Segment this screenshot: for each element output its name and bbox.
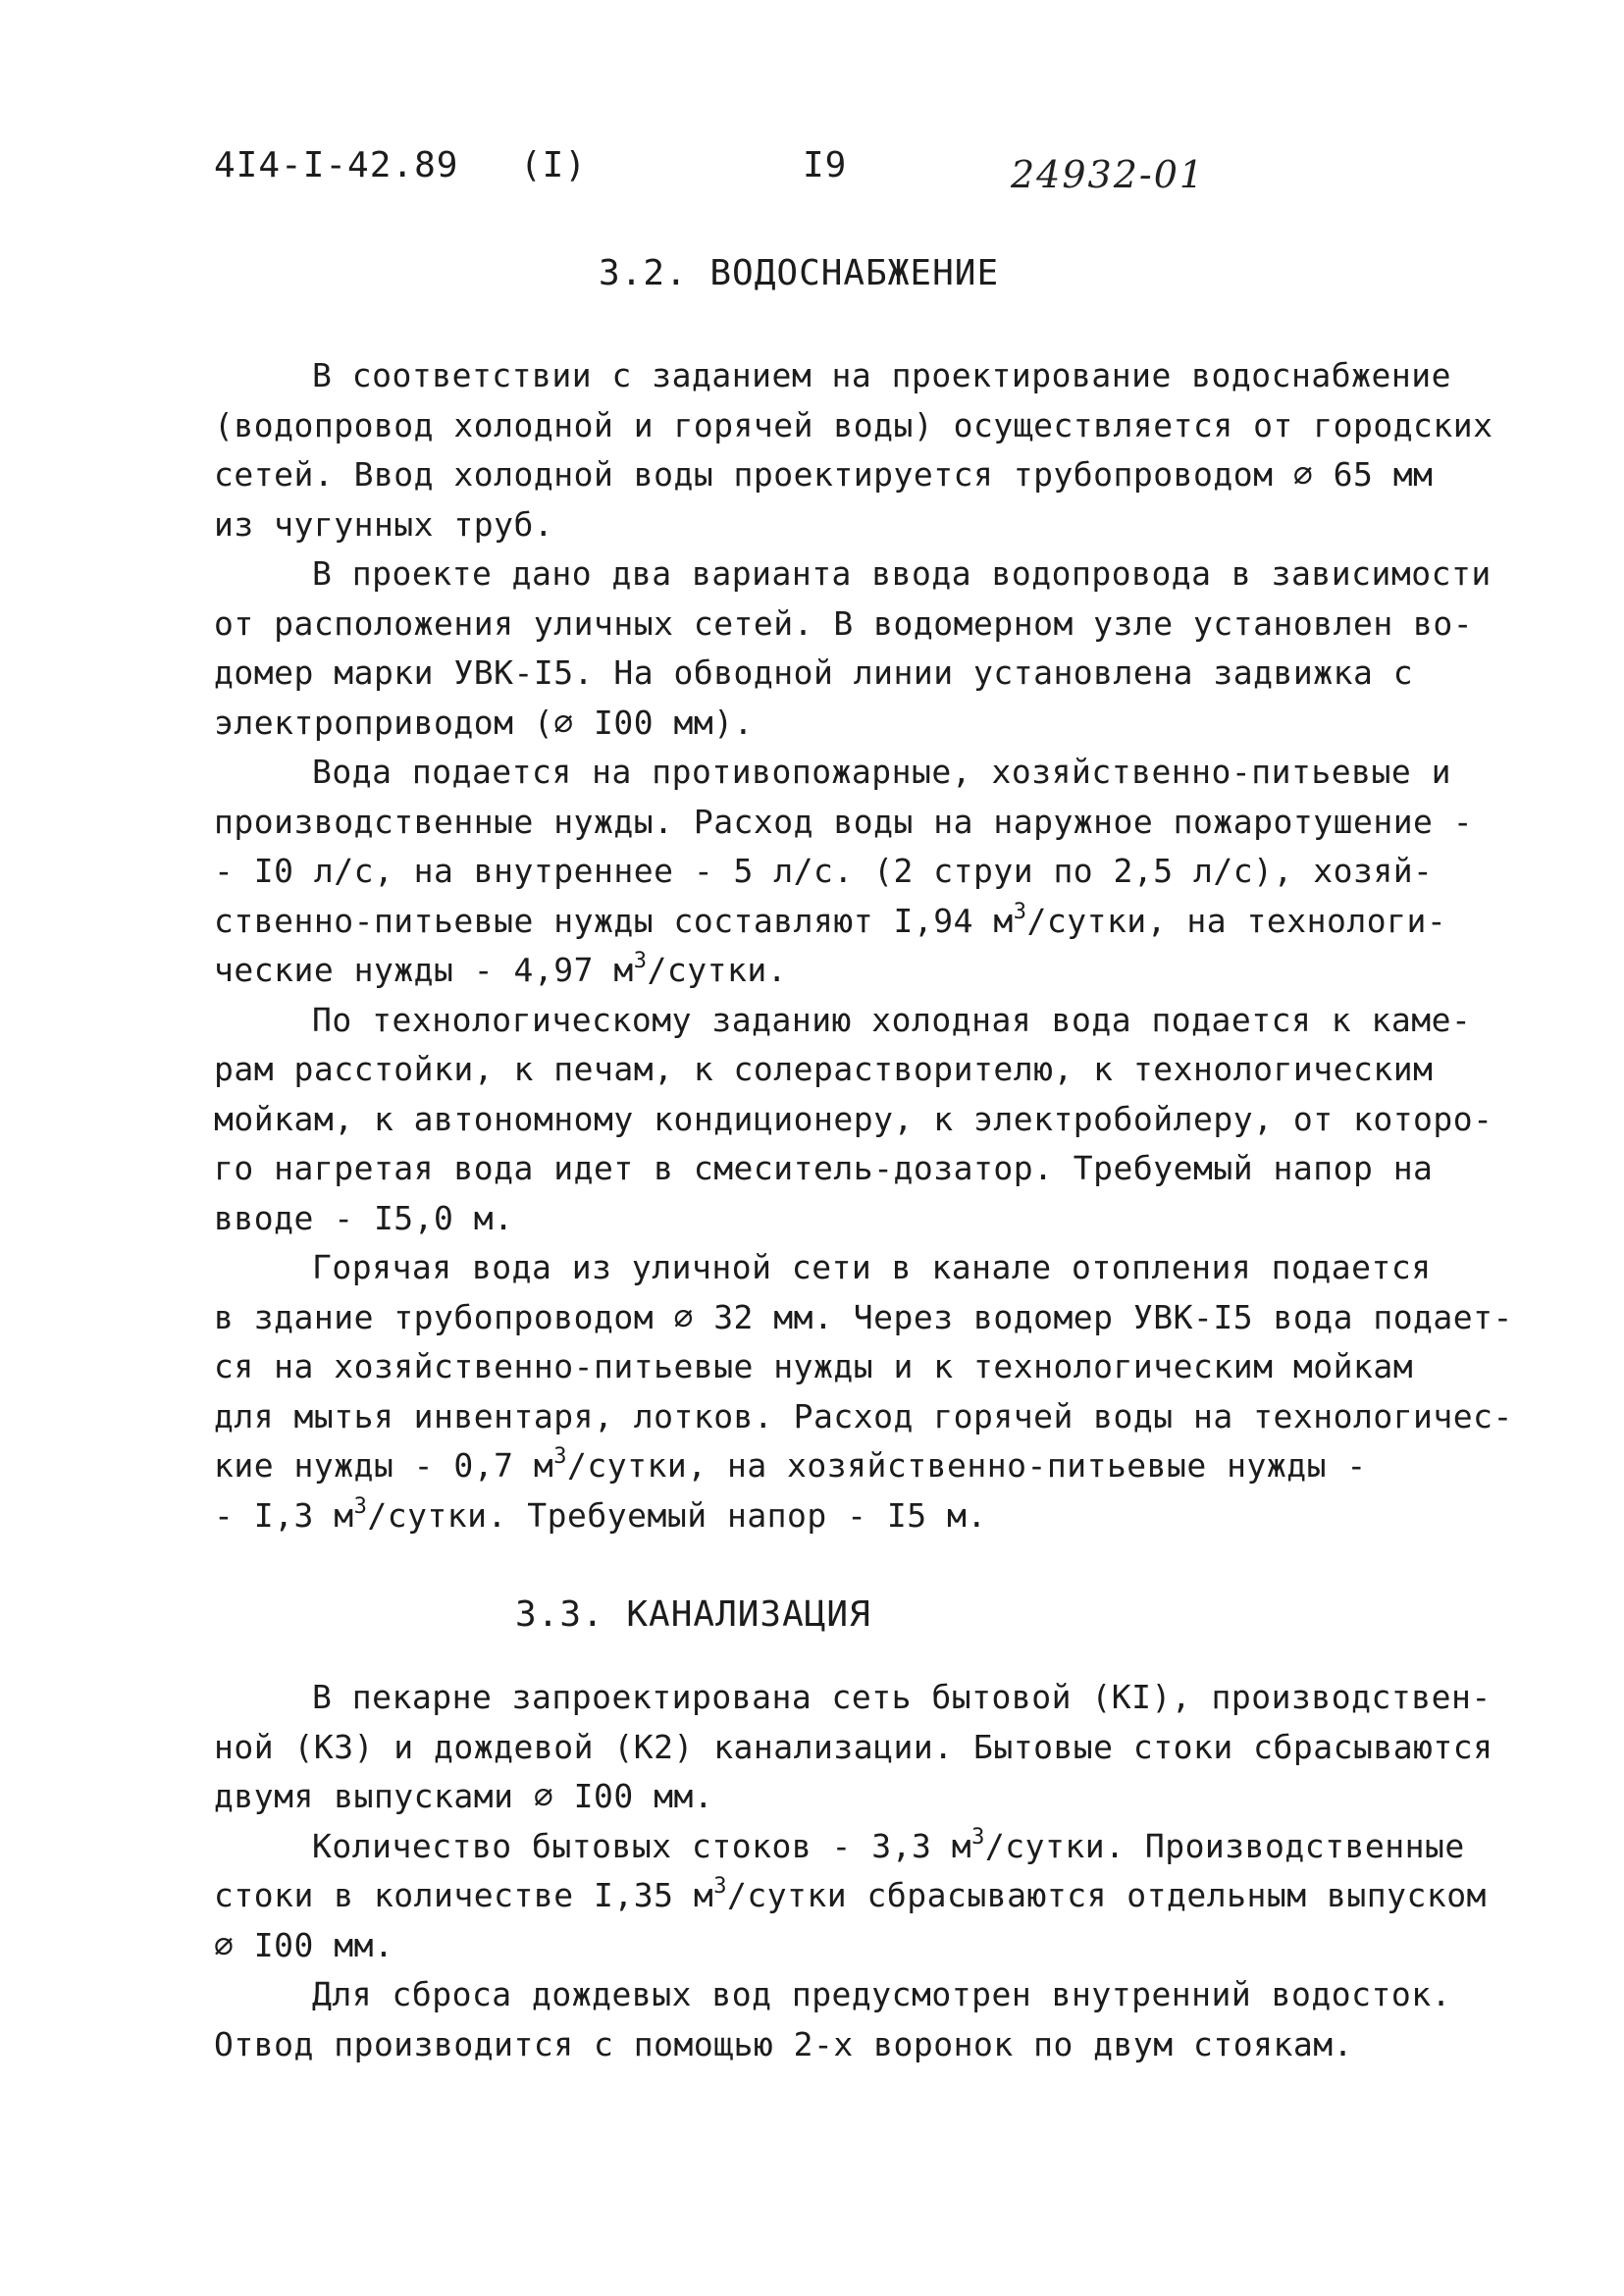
text-line (214, 1045, 1509, 1095)
line-text-continued: /сутки сбрасываются отдельным выпуском (726, 1876, 1487, 1914)
line-text: Для сброса дождевых вод предусмотрен внутренний водосток. (312, 1975, 1451, 2013)
text-line (214, 649, 1509, 699)
line-text: рам расстойки, к печам, к солерастворителю, к технологическим (214, 1050, 1434, 1088)
line-text: стоки в количестве I,35 м (214, 1876, 714, 1914)
line-text: ∅ I00 мм. (214, 1925, 394, 1964)
document-part: (I) (520, 145, 588, 185)
text-line (214, 351, 1509, 401)
text-line (214, 1871, 1509, 1921)
line-text: двумя выпусками ∅ I00 мм. (214, 1777, 714, 1815)
line-text: электроприводом (∅ I00 мм). (214, 703, 754, 742)
text-line (214, 450, 1509, 500)
line-text: мойкам, к автономному кондиционеру, к электробойлеру, от которо- (214, 1099, 1493, 1138)
page-header (0, 145, 1624, 204)
text-line (214, 1723, 1509, 1773)
superscript-exponent: 3 (1013, 899, 1027, 924)
line-text: домер марки УВК-I5. На обводной линии установлена задвижка с (214, 653, 1414, 692)
section-body-water-supply (214, 351, 1513, 1540)
line-text: В проекте дано два варианта ввода водопровода в зависимости (312, 554, 1492, 593)
line-text-continued: /сутки, на технологи- (1026, 901, 1447, 940)
superscript-exponent: 3 (713, 1874, 727, 1899)
line-text: вводе - I5,0 м. (214, 1198, 514, 1237)
line-text-continued: /сутки. (647, 951, 788, 989)
section-title-water-supply: 3.2. ВОДОСНАБЖЕНИЕ (599, 253, 1000, 293)
superscript-exponent: 3 (553, 1444, 568, 1469)
line-text: В пекарне запроектирована сеть бытовой (КI), производствен- (312, 1678, 1492, 1716)
page-number: I9 (803, 145, 848, 185)
line-text: го нагретая вода идет в смеситель-дозатор. Требуемый напор на (214, 1149, 1434, 1187)
text-line (214, 847, 1509, 897)
text-line (214, 600, 1509, 650)
text-line (214, 401, 1509, 451)
text-line (214, 996, 1509, 1046)
text-line (214, 1392, 1513, 1442)
line-text-continued: /сутки. Требуемый напор - I5 м. (367, 1495, 987, 1535)
text-line (214, 1342, 1509, 1392)
text-line (214, 1243, 1509, 1293)
text-line (214, 946, 1509, 996)
text-line (214, 1970, 1509, 2020)
document-code: 4I4-I-42.89 (214, 145, 459, 185)
line-text: В соответствии с заданием на проектирование водоснабжение (312, 356, 1451, 394)
superscript-exponent: 3 (971, 1824, 985, 1850)
section-body-sewerage (214, 1673, 1509, 2069)
line-text: Вода подается на противопожарные, хозяйственно-питьевые и (312, 753, 1451, 791)
line-text: (водопровод холодной и горячей воды) осуществляется от городских (214, 405, 1493, 444)
text-line (214, 1194, 1509, 1244)
inventory-number: 24932-01 (1011, 153, 1206, 196)
line-text: ческие нужды - 4,97 м (214, 951, 634, 989)
text-line (214, 1095, 1509, 1145)
text-line (214, 1822, 1509, 1872)
line-text: ся на хозяйственно-питьевые нужды и к технологическим мойкам (214, 1347, 1414, 1385)
text-line (214, 748, 1509, 798)
line-text: Горячая вода из уличной сети в канале отопления подается (312, 1248, 1432, 1286)
text-line (214, 1441, 1509, 1491)
section-title-sewerage: 3.3. КАНАЛИЗАЦИЯ (515, 1594, 871, 1635)
text-line (214, 1772, 1509, 1822)
text-line (214, 1293, 1513, 1343)
line-text: Отвод производится с помощью 2-х воронок по двум стоякам. (214, 2024, 1353, 2063)
line-text: в здание трубопроводом ∅ 32 мм. Через водомер УВК-I5 вода подает- (214, 1297, 1513, 1336)
text-line (214, 798, 1509, 848)
line-text: из чугунных труб. (214, 504, 554, 544)
line-text: ной (К3) и дождевой (К2) канализации. Бытовые стоки сбрасываются (214, 1727, 1493, 1766)
line-text: - I0 л/с, на внутреннее - 5 л/с. (2 струи по 2,5 л/с), хозяй- (214, 852, 1434, 890)
text-line (214, 699, 1509, 749)
line-text: для мытья инвентаря, лотков. Расход горячей воды на технологичес- (214, 1396, 1513, 1435)
superscript-exponent: 3 (633, 949, 648, 973)
text-line (214, 1144, 1509, 1194)
line-text: производственные нужды. Расход воды на наружное пожаротушение - (214, 802, 1474, 841)
line-text: ственно-питьевые нужды составляют I,94 м (214, 901, 1014, 940)
text-line (214, 549, 1509, 600)
line-text-continued: /сутки. Производственные (984, 1826, 1465, 1865)
line-text: сетей. Ввод холодной воды проектируется трубопроводом ∅ 65 мм (214, 455, 1434, 494)
line-text: - I,3 м (214, 1495, 354, 1535)
text-line (214, 2020, 1509, 2070)
text-line (214, 1921, 1509, 1971)
superscript-exponent: 3 (353, 1493, 368, 1519)
text-line (214, 897, 1509, 947)
line-text: По технологическому заданию холодная вода подается к каме- (312, 1000, 1472, 1039)
line-text: Количество бытовых стоков - 3,3 м (312, 1826, 972, 1865)
line-text-continued: /сутки, на хозяйственно-питьевые нужды - (567, 1446, 1367, 1485)
line-text: кие нужды - 0,7 м (214, 1446, 554, 1485)
text-line (214, 1491, 1509, 1541)
text-line (214, 500, 1509, 550)
line-text: от расположения уличных сетей. В водомерном узле установлен во- (214, 603, 1474, 643)
text-line (214, 1673, 1509, 1723)
